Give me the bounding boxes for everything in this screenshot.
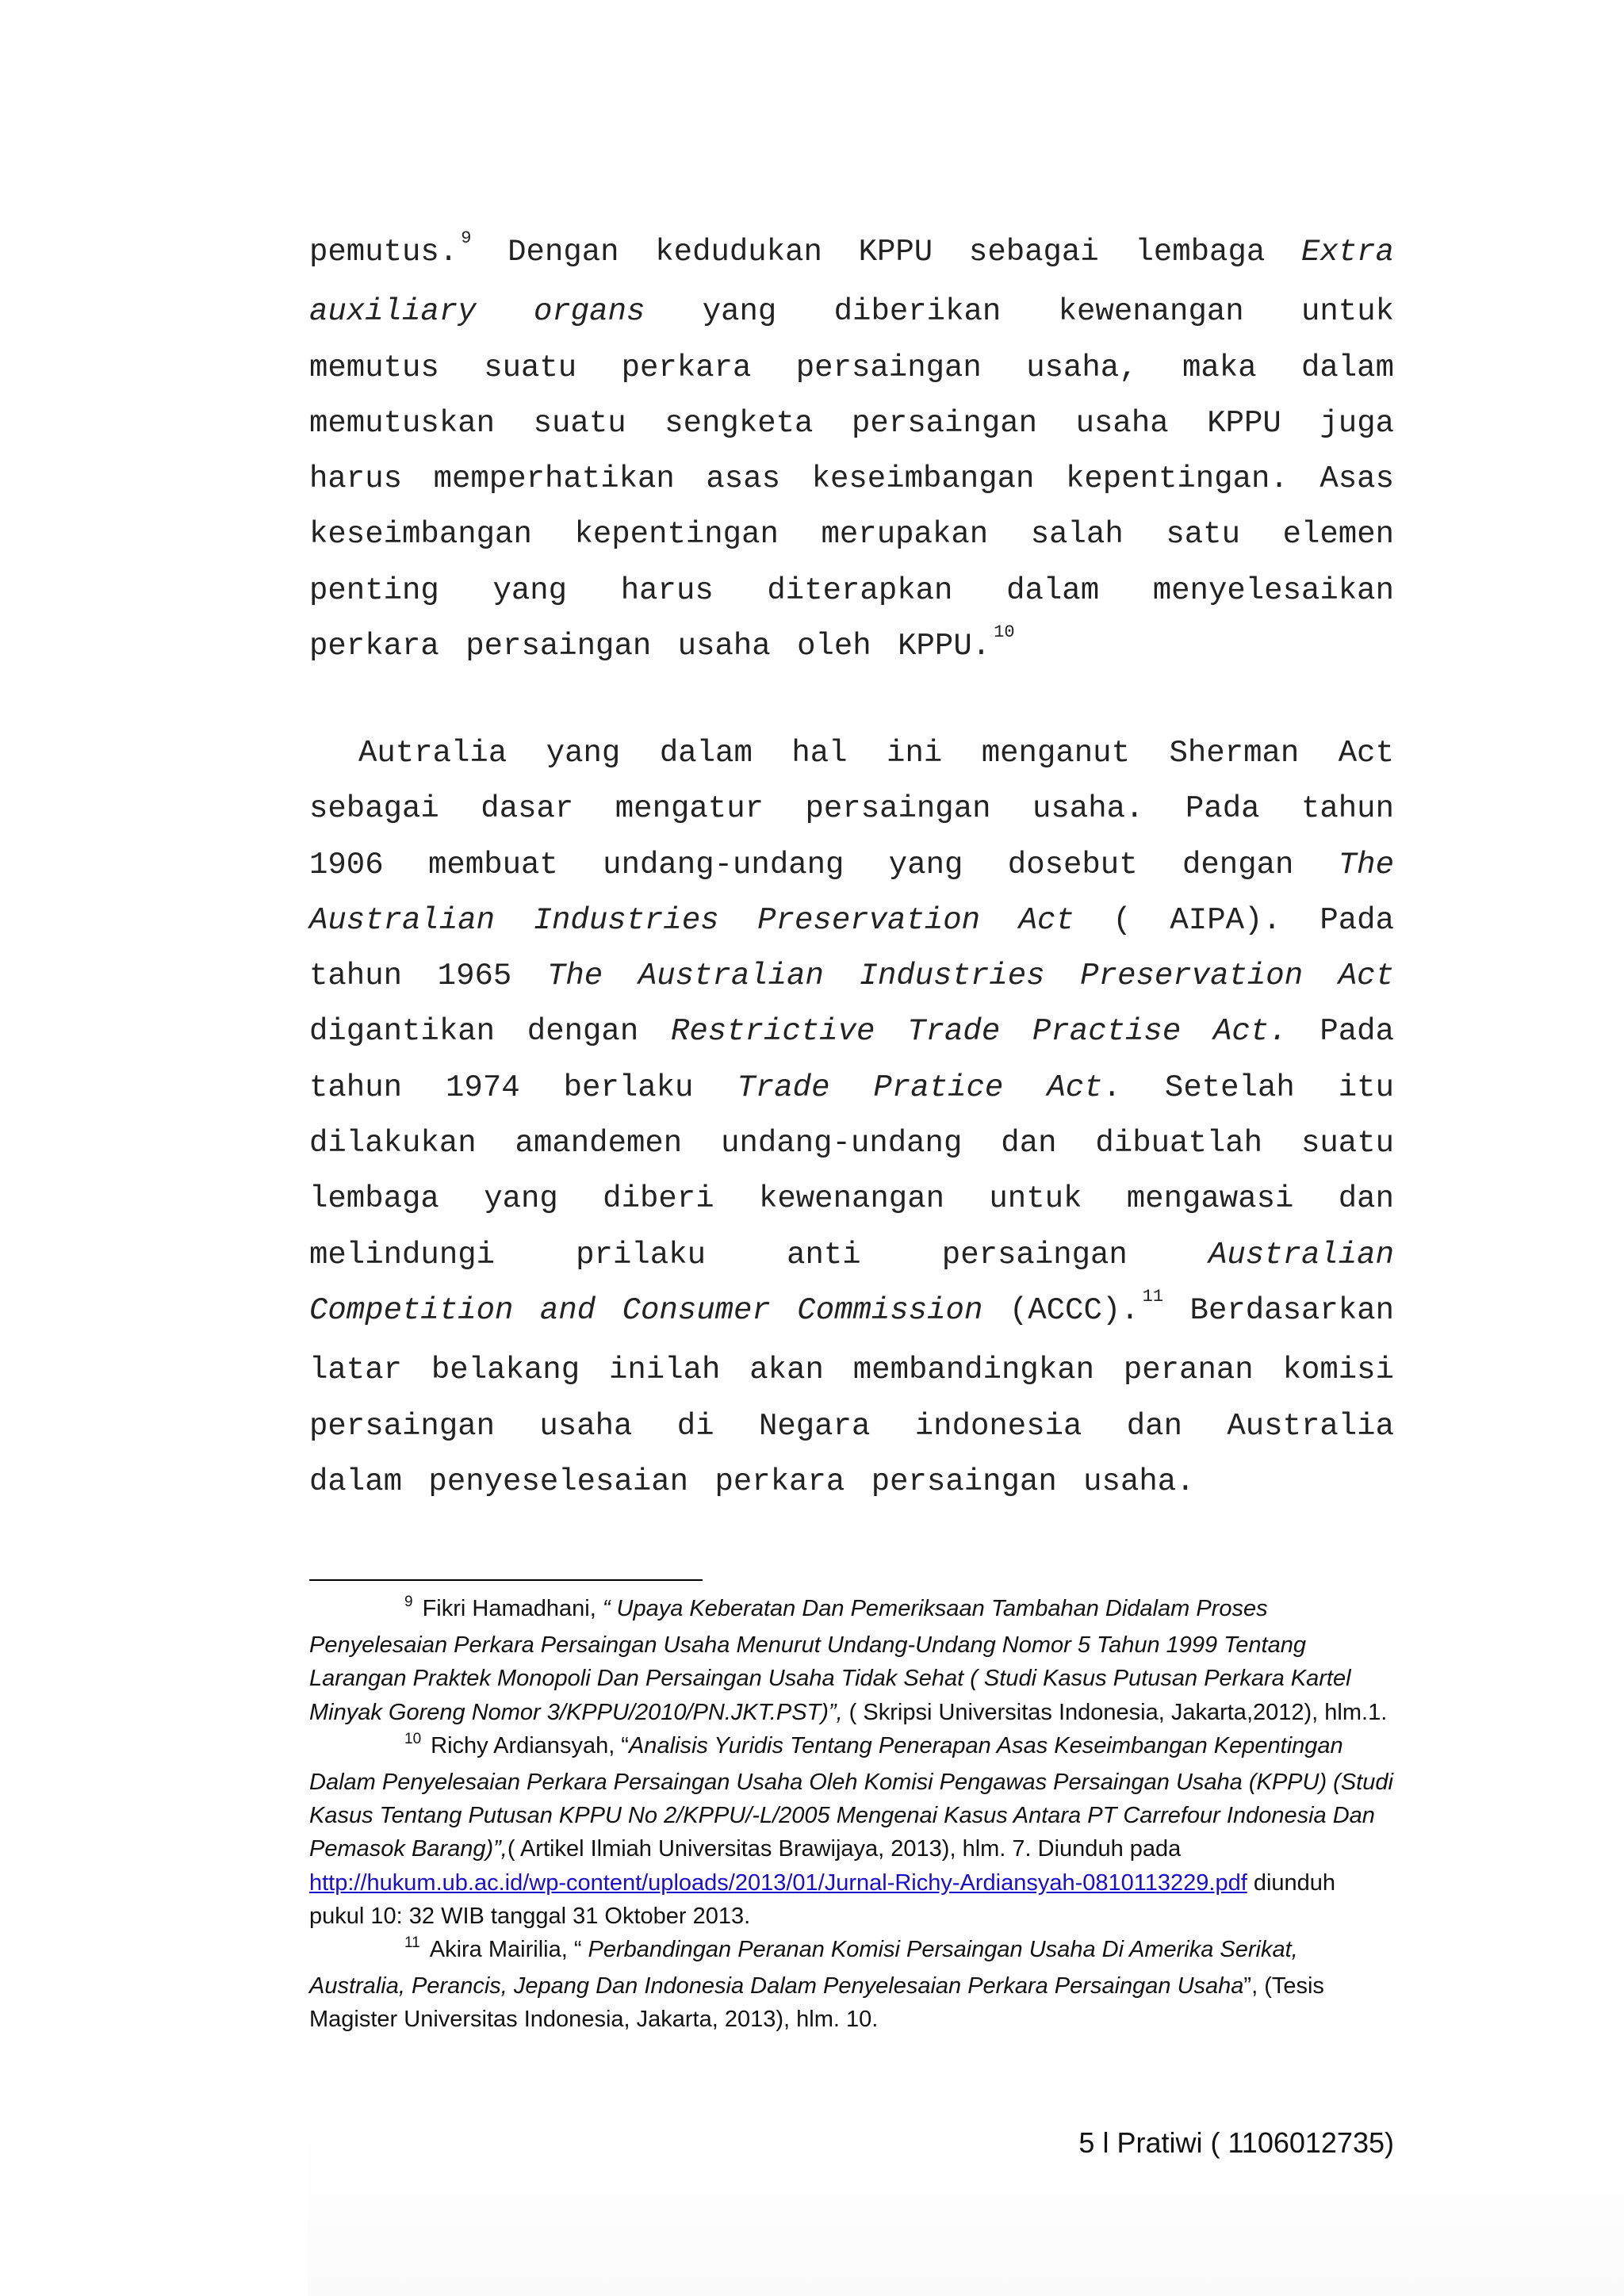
text-run: Dengan kedudukan KPPU sebagai lembaga: [471, 235, 1301, 270]
footnote-10: [309, 1729, 1394, 1933]
page-footer: 5 l Pratiwi ( 1106012735): [1078, 2126, 1394, 2159]
italic-term: Extra auxiliary organs: [309, 235, 1394, 330]
text-run: Pada tahun 1974 berlaku: [309, 1014, 1394, 1105]
italic-term: Restrictive Trade Practise Act.: [671, 1014, 1288, 1050]
text-run: . Setelah itu dilakukan amandemen undang-undang dan dibuatlah suatu lembaga yang diberi kewenangan untuk mengawasi dan melindungi prilaku anti persaingan: [309, 1070, 1394, 1272]
text-run: Fikri Hamadhani,: [422, 1596, 603, 1621]
body-paragraph-2: [309, 725, 1394, 1510]
page-scan-shade: [308, 2125, 1624, 2296]
footnote-ref-11[interactable]: 11: [1142, 1286, 1164, 1307]
footnote-11: [309, 1933, 1394, 2037]
text-run: (ACCC).: [982, 1292, 1139, 1328]
text-run: Berdasarkan latar belakang inilah akan membandingkan peranan komisi persaingan usaha di Negara indonesia dan Australia dalam penyeselesaian perkara persaingan usaha.: [309, 1292, 1394, 1499]
footnote-9: [309, 1592, 1394, 1729]
footnote-title: Perbandingan Peranan Komisi Persaingan Usaha Di Amerika Serikat, Australia, Perancis, Jepang Dan Indonesia Dalam Penyelesaian Perkara Persaingan Usaha: [309, 1937, 1298, 1999]
italic-term: Australian Competition and Consumer Commission: [309, 1237, 1394, 1328]
text-run: ”, (Tesis Magister Universitas Indonesia, Jakarta, 2013), hlm. 10.: [309, 1973, 1324, 2033]
text-run: ( AIPA). Pada tahun 1965: [309, 902, 1394, 994]
text-run: Richy Ardiansyah, “: [431, 1732, 629, 1758]
text-run: Akira Mairilia, “: [429, 1937, 588, 1963]
footnote-ref-10[interactable]: 10: [994, 622, 1015, 643]
italic-term: The Australian Industries Preservation Act: [546, 959, 1394, 994]
text-run: digantikan dengan: [309, 1014, 671, 1050]
footnote-title: “ Upaya Keberatan Dan Pemeriksaan Tambahan Didalam Proses Penyelesaian Perkara Persaingan Usaha Menurut Undang-Undang Nomor 5 Tahun 1999 Tentang Larangan Praktek Monopoli Dan Persaingan Usaha Tidak Sehat ( Studi Kasus Putusan Perkara Kartel Minyak Goreng Nomor 3/KPPU/2010/PN.JKT.PST)”,: [309, 1596, 1351, 1725]
italic-term: The Australian Industries Preservation Act: [309, 847, 1394, 938]
text-run: Autralia yang dalam hal ini menganut Sherman Act sebagai dasar mengatur persaingan usaha. Pada tahun 1906 membuat undang-undang yang dosebut dengan: [309, 736, 1394, 882]
source-link[interactable]: http://hukum.ub.ac.id/wp-content/uploads/2013/01/Jurnal-Richy-Ardiansyah-0810113229.pdf: [309, 1869, 1247, 1896]
footnote-number: 9: [404, 1594, 413, 1610]
text-run: diunduh pukul 10: 32 WIB tanggal 31 Oktober 2013.: [309, 1869, 1336, 1929]
text-run: ( Artikel Ilmiah Universitas Brawijaya, 2013), hlm. 7. Diunduh pada: [507, 1836, 1182, 1862]
text-run: yang diberikan kewenangan untuk memutus suatu perkara persaingan usaha, maka dalam memutuskan suatu sengketa persaingan usaha KPPU juga harus memperhatikan asas keseimbangan kepentingan. Asas keseimbangan kepentingan merupakan salah satu elemen penting yang harus diterapkan dalam menyelesaikan perkara persaingan usaha oleh KPPU.: [309, 294, 1394, 664]
footnote-number: 11: [404, 1934, 420, 1952]
footnote-number: 10: [404, 1730, 422, 1747]
text-run: pemutus.: [309, 235, 458, 270]
footnote-ref-9[interactable]: 9: [461, 228, 472, 248]
footnote-title: Analisis Yuridis Tentang Penerapan Asas Keseimbangan Kepentingan Dalam Penyelesaian Perkara Persaingan Usaha Oleh Komisi Pengawas Persaingan Usaha (KPPU) (Studi Kasus Tentang Putusan KPPU No 2/KPPU/-L/2005 Mengenai Kasus Antara PT Carrefour Indonesia Dan Pemasok Barang)”,: [309, 1732, 1393, 1862]
body-paragraph-1: [309, 224, 1394, 678]
footnotes-section: [309, 1592, 1394, 2037]
text-run: ( Skripsi Universitas Indonesia, Jakarta,2012), hlm.1.: [842, 1699, 1388, 1725]
footnote-separator: [309, 1579, 703, 1581]
italic-term: Trade Pratice Act: [737, 1070, 1103, 1105]
